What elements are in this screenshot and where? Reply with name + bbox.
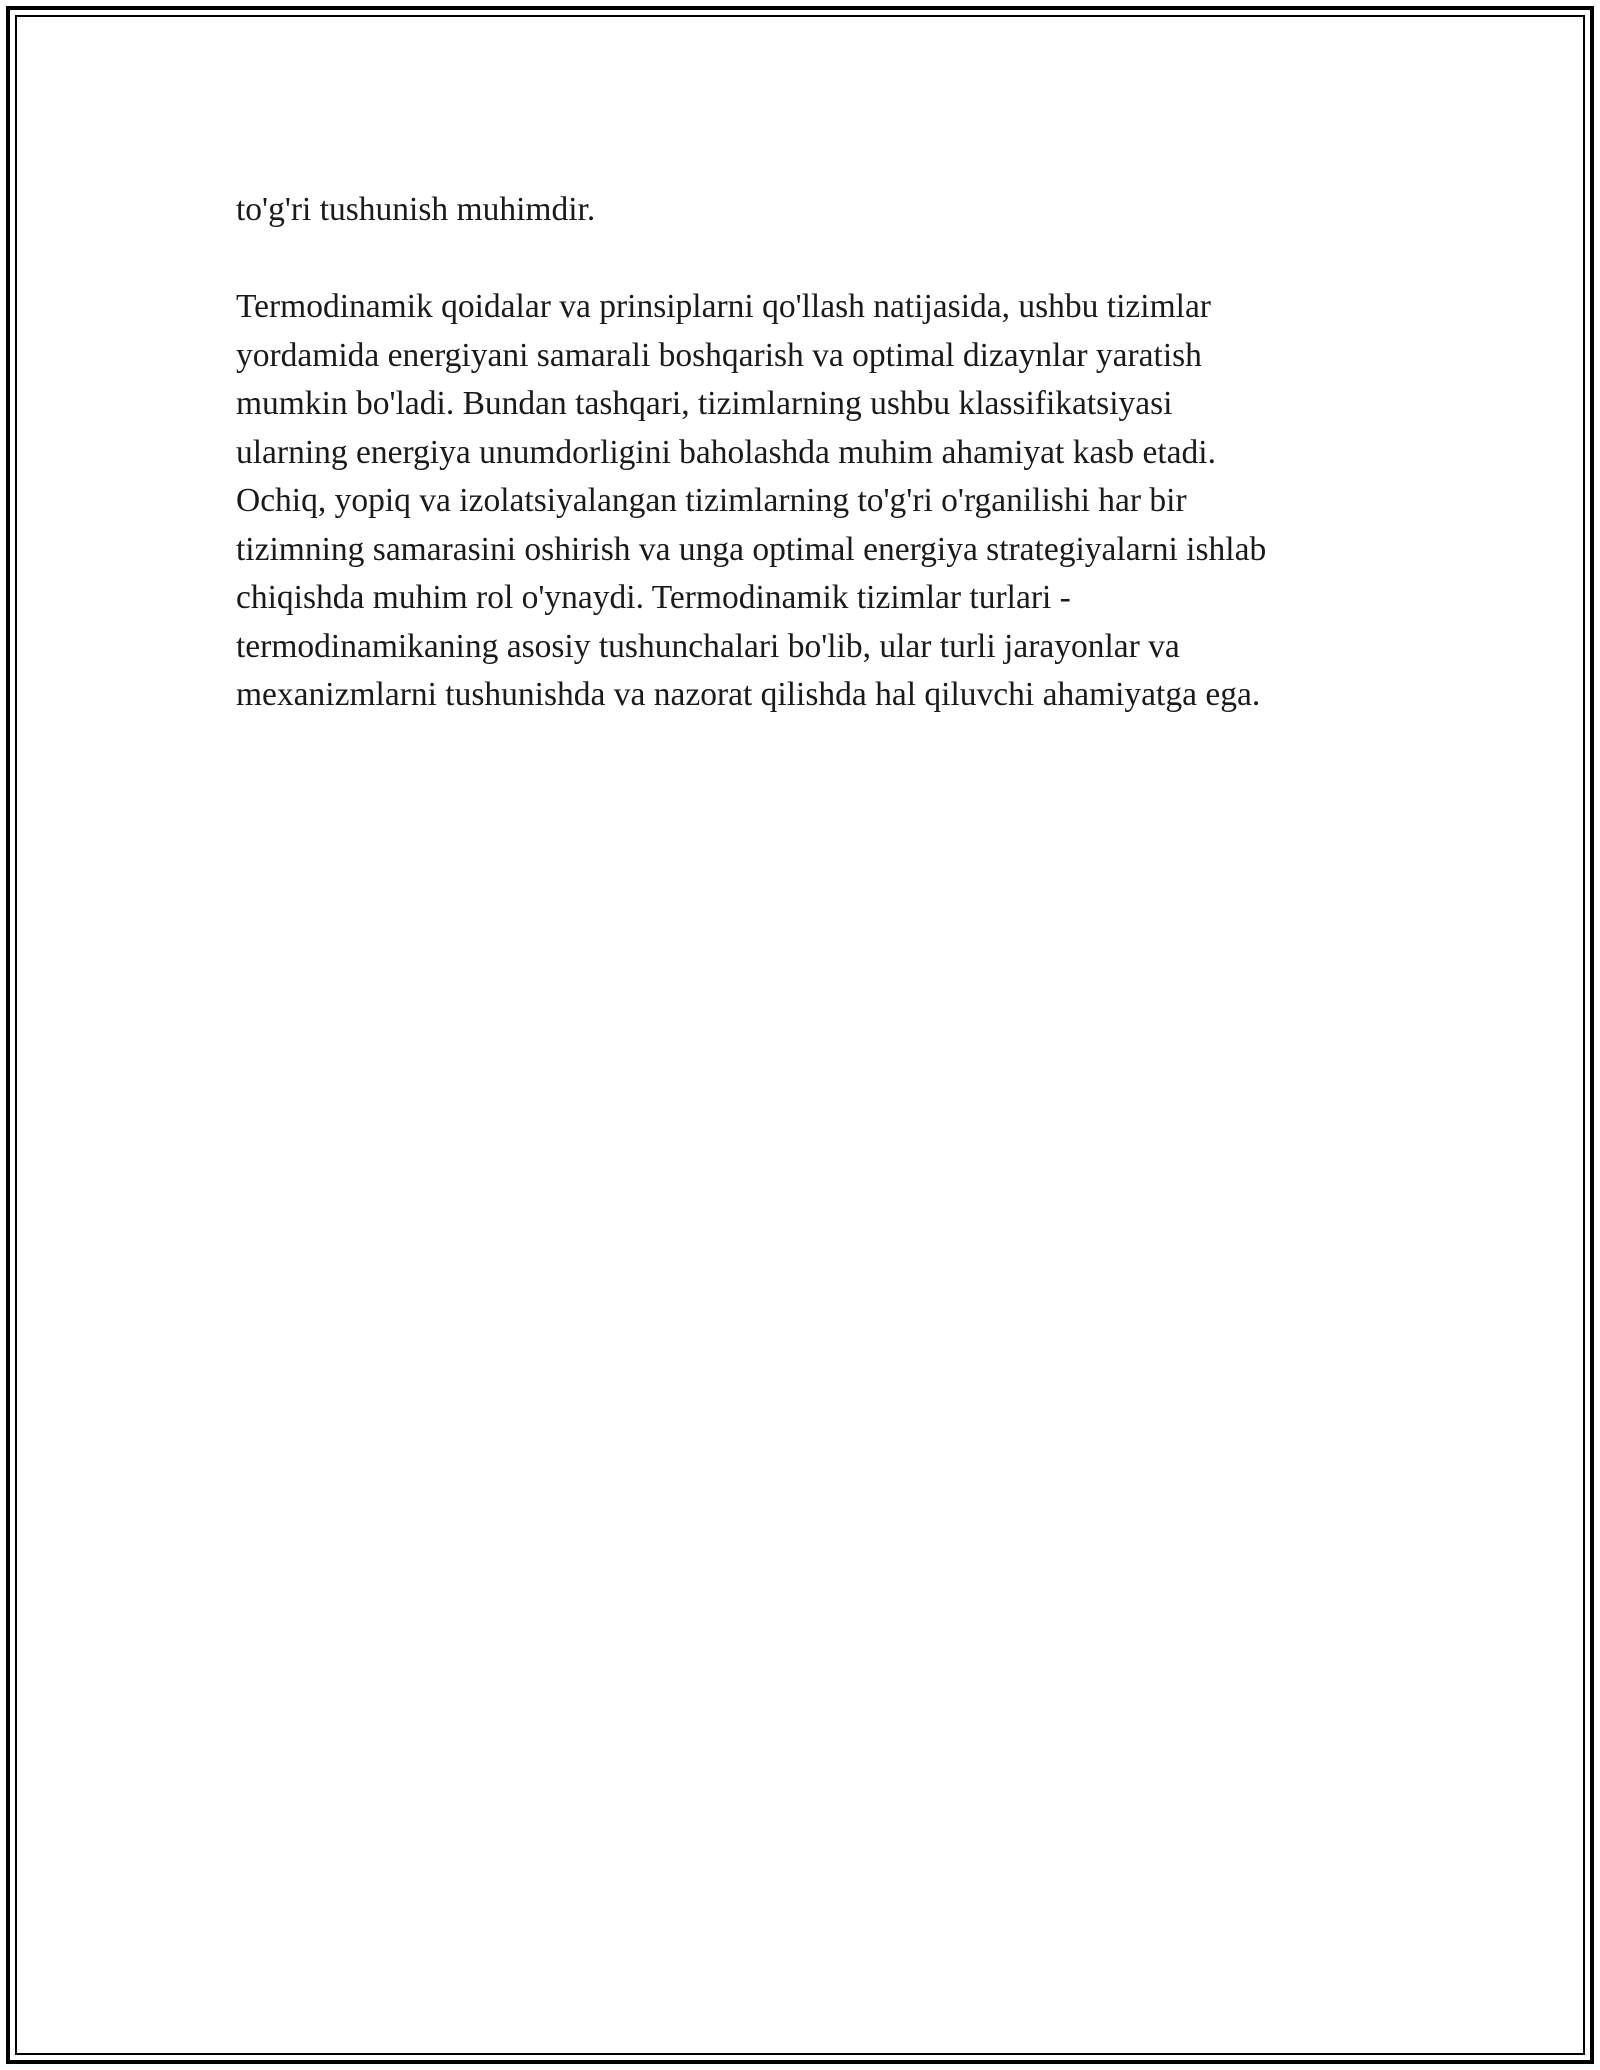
text-line: mumkin bo'ladi. Bundan tashqari, tizimlarning ushbu klassifikatsiyasi: [236, 385, 1173, 422]
text-line: termodinamikaning asosiy tushunchalari bo'lib, ular turli jarayonlar va: [236, 627, 1180, 665]
text-line: tizimning samarasini oshirish va unga optimal energiya strategiyalarni ishlab: [236, 530, 1267, 568]
text-line: chiqishda muhim rol o'ynaydi. Termodinamik tizimlar turlari -: [236, 579, 1071, 616]
text-line: yordamida energiyani samarali boshqarish va optimal dizaynlar yaratish: [236, 336, 1202, 374]
text-line: ularning energiya unumdorligini baholashda muhim ahamiyat kasb etadi.: [236, 433, 1216, 471]
paragraph-1: [236, 186, 1386, 235]
paragraph-spacer: [236, 235, 1386, 284]
text-line: Termodinamik qoidalar va prinsiplarni qo'llash natijasida, ushbu tizimlar: [236, 288, 1211, 325]
text-line: to'g'ri tushunish muhimdir.: [236, 191, 596, 228]
body-text: [236, 186, 1386, 720]
paragraph-2: [236, 283, 1386, 720]
text-line: mexanizmlarni tushunishda va nazorat qilishda hal qiluvchi ahamiyatga ega.: [236, 676, 1261, 713]
text-line: Ochiq, yopiq va izolatsiyalangan tizimlarning to'g'ri o'rganilishi har bir: [236, 482, 1187, 519]
